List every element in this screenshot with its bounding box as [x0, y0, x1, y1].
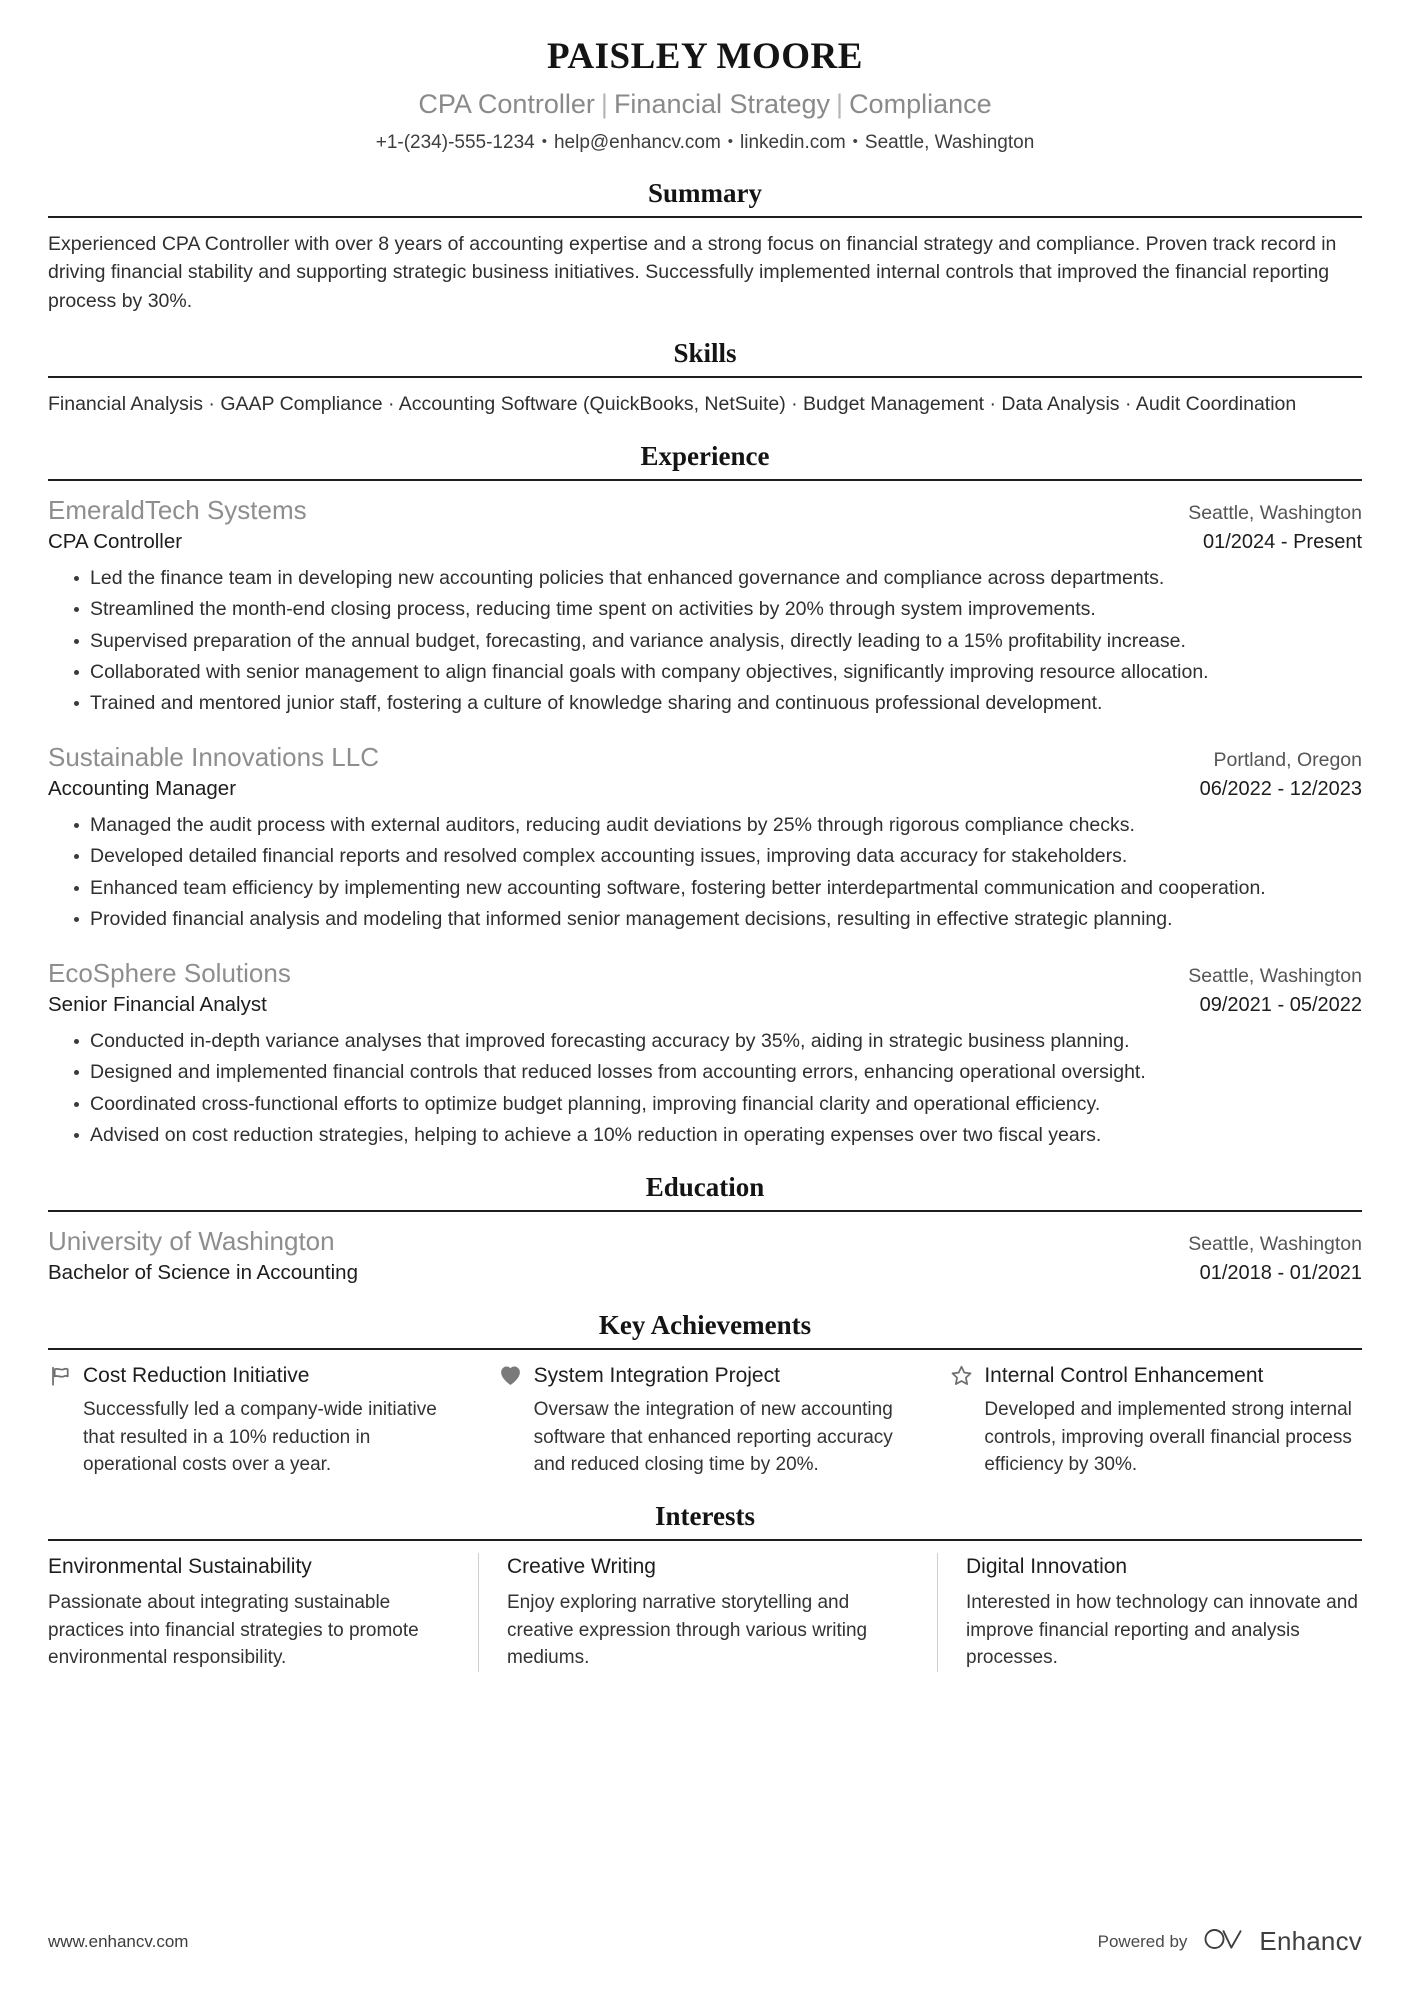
contact-row: [48, 131, 1362, 156]
experience-bullets: [48, 564, 1362, 718]
section-key-achievements: [48, 1308, 1362, 1479]
experience-entry-role-line: [48, 774, 1362, 804]
experience-company: Sustainable Innovations LLC: [48, 741, 380, 772]
experience-dates: 09/2021 - 05/2022: [1199, 994, 1362, 1017]
experience-bullet: Conducted in-depth variance analyses that improved forecasting accuracy by 35%, aiding in strategic business planning.: [74, 1027, 1362, 1055]
experience-bullet: Supervised preparation of the annual budget, forecasting, and variance analysis, directly leading to a 15% profitability increase.: [74, 627, 1362, 655]
interest-item: [937, 1553, 1362, 1672]
experience-role: Senior Financial Analyst: [48, 993, 267, 1017]
enhancv-brand[interactable]: [1203, 1926, 1362, 1957]
experience-entry-org-line: [48, 740, 1362, 774]
powered-by-label: Powered by: [1097, 1931, 1188, 1951]
key-achievement-description: Successfully led a company-wide initiative that resulted in a 10% reduction in operational costs over a year.: [83, 1399, 437, 1476]
summary-text: Experienced CPA Controller with over 8 years of accounting expertise and a strong focus on financial strategy and compliance. Proven track record in driving financial stability and supporting strategic business initiatives. Successfully implemented internal controls that improved the financial reporting process by 30%.: [48, 232, 1337, 313]
experience-bullet: Streamlined the month-end closing process, reducing time spent on activities by 20% through system improvements.: [74, 595, 1362, 623]
key-achievement-item: [949, 1362, 1362, 1479]
experience-company: EcoSphere Solutions: [48, 957, 291, 988]
key-achievement-item: [499, 1362, 950, 1479]
experience-entry: [48, 493, 1362, 718]
headline-separator-2: |: [836, 89, 844, 120]
experience-entry-org-line: [48, 956, 1362, 990]
interest-description: Interested in how technology can innovate and improve financial reporting and analysis processes.: [966, 1592, 1358, 1669]
experience-entry-org-line: [48, 493, 1362, 527]
section-title-interests: Interests: [655, 1500, 755, 1531]
star-icon: [949, 1364, 973, 1388]
section-education: [48, 1170, 1362, 1288]
experience-entry: [48, 740, 1362, 934]
experience-bullet: Coordinated cross-functional efforts to optimize budget planning, improving financial clarity and operational efficiency.: [74, 1090, 1362, 1118]
experience-entry-role-line: [48, 527, 1362, 557]
experience-bullet: Collaborated with senior management to align financial goals with company objectives, significantly improving resource allocation.: [74, 658, 1362, 686]
experience-dates: 06/2022 - 12/2023: [1199, 778, 1362, 801]
heart-icon: [499, 1364, 523, 1388]
experience-company: EmeraldTech Systems: [48, 494, 307, 525]
interests-columns: [48, 1553, 1362, 1672]
experience-bullet: Managed the audit process with external auditors, reducing audit deviations by 25% through rigorous compliance checks.: [74, 811, 1362, 839]
headline-part-3: Compliance: [849, 89, 992, 120]
key-achievement-header: [48, 1362, 461, 1389]
contact-separator-3: •: [852, 133, 858, 150]
section-title-summary: Summary: [648, 177, 762, 208]
section-body-experience: [48, 481, 1362, 1150]
interest-title: Environmental Sustainability: [48, 1554, 312, 1578]
headline-part-1: CPA Controller: [418, 89, 595, 120]
education-entry-org-line: [48, 1224, 1362, 1258]
enhancv-brand-name: Enhancv: [1259, 1926, 1362, 1956]
contact-location: Seattle, Washington: [864, 132, 1035, 153]
resume-header: [48, 0, 1362, 156]
experience-entry: [48, 956, 1362, 1150]
contact-phone[interactable]: +1-(234)-555-1234: [375, 132, 535, 153]
headline-separator-1: |: [600, 89, 608, 120]
section-body-education: [48, 1212, 1362, 1288]
experience-dates: 01/2024 - Present: [1203, 530, 1362, 553]
section-body-skills: [48, 378, 1362, 419]
section-skills: [48, 336, 1362, 419]
education-entry: [48, 1224, 1362, 1288]
section-title-education: Education: [645, 1171, 765, 1202]
experience-role: CPA Controller: [48, 529, 183, 553]
experience-bullet: Enhanced team efficiency by implementing new accounting software, fostering better interdepartmental communication and cooperation.: [74, 874, 1362, 902]
experience-location: Seattle, Washington: [1188, 964, 1362, 987]
section-body-interests: [48, 1541, 1362, 1672]
interest-item: [48, 1553, 478, 1672]
education-location: Seattle, Washington: [1188, 1232, 1362, 1255]
enhancv-logo-icon: [1203, 1926, 1249, 1957]
page-footer: [48, 1926, 1362, 1957]
section-experience: [48, 439, 1362, 1150]
education-dates: 01/2018 - 01/2021: [1199, 1262, 1362, 1285]
contact-separator-2: •: [727, 133, 734, 150]
experience-entry-role-line: [48, 990, 1362, 1020]
professional-headline: [48, 88, 1362, 122]
key-achievement-title: System Integration Project: [533, 1363, 780, 1387]
contact-linkedin[interactable]: linkedin.com: [740, 132, 846, 153]
interest-item: [478, 1553, 937, 1672]
experience-location: Portland, Oregon: [1213, 748, 1362, 771]
key-achievement-title: Internal Control Enhancement: [984, 1363, 1264, 1387]
interest-title: Creative Writing: [507, 1554, 656, 1578]
section-body-key-achievements: [48, 1350, 1362, 1479]
interest-title: Digital Innovation: [966, 1554, 1128, 1578]
key-achievement-header: [499, 1362, 912, 1389]
page-title: PAISLEY MOORE: [547, 36, 863, 77]
experience-location: Seattle, Washington: [1188, 501, 1362, 524]
section-title-experience: Experience: [640, 440, 770, 471]
key-achievements-columns: [48, 1362, 1362, 1479]
experience-bullet: Developed detailed financial reports and resolved complex accounting issues, improving data accuracy for stakeholders.: [74, 842, 1362, 870]
flag-icon: [48, 1364, 72, 1388]
experience-bullet: Provided financial analysis and modeling that informed senior management decisions, resulting in effective strategic planning.: [74, 905, 1362, 933]
experience-bullet: Designed and implemented financial controls that reduced losses from accounting errors, enhancing operational oversight.: [74, 1058, 1362, 1086]
experience-bullet: Led the finance team in developing new accounting policies that enhanced governance and compliance across departments.: [74, 564, 1362, 592]
section-summary: [48, 176, 1362, 316]
education-degree: Bachelor of Science in Accounting: [48, 1261, 358, 1285]
key-achievement-title: Cost Reduction Initiative: [83, 1363, 310, 1387]
experience-bullet: Advised on cost reduction strategies, helping to achieve a 10% reduction in operating expenses over two fiscal years.: [74, 1121, 1362, 1149]
contact-separator-1: •: [541, 133, 547, 150]
experience-role: Accounting Manager: [48, 777, 237, 801]
interest-description: Enjoy exploring narrative storytelling and creative expression through various writing mediums.: [507, 1592, 868, 1669]
footer-url[interactable]: www.enhancv.com: [48, 1931, 189, 1951]
key-achievement-item: [48, 1362, 499, 1479]
section-title-skills: Skills: [673, 337, 737, 368]
experience-bullets: [48, 1027, 1362, 1150]
section-body-summary: [48, 218, 1362, 316]
headline-part-2: Financial Strategy: [613, 89, 831, 120]
section-interests: [48, 1499, 1362, 1672]
contact-email[interactable]: help@enhancv.com: [553, 132, 721, 153]
experience-bullet: Trained and mentored junior staff, fostering a culture of knowledge sharing and continuous professional development.: [74, 689, 1362, 717]
experience-bullets: [48, 811, 1362, 934]
skills-text: Financial Analysis · GAAP Compliance · Accounting Software (QuickBooks, NetSuite) · Budget Management · Data Analysis · Audit Coordination: [48, 392, 1297, 415]
education-school: University of Washington: [48, 1225, 335, 1256]
section-title-key-achievements: Key Achievements: [598, 1309, 812, 1340]
key-achievement-description: Oversaw the integration of new accounting software that enhanced reporting accuracy and reduced closing time by 20%.: [533, 1399, 893, 1476]
interest-description: Passionate about integrating sustainable practices into financial strategies to promote environmental responsibility.: [48, 1592, 419, 1669]
education-entry-degree-line: [48, 1258, 1362, 1288]
powered-by-block: [1098, 1926, 1362, 1957]
key-achievement-header: [949, 1362, 1362, 1389]
key-achievement-description: Developed and implemented strong internal controls, improving overall financial process efficiency by 30%.: [984, 1399, 1352, 1476]
